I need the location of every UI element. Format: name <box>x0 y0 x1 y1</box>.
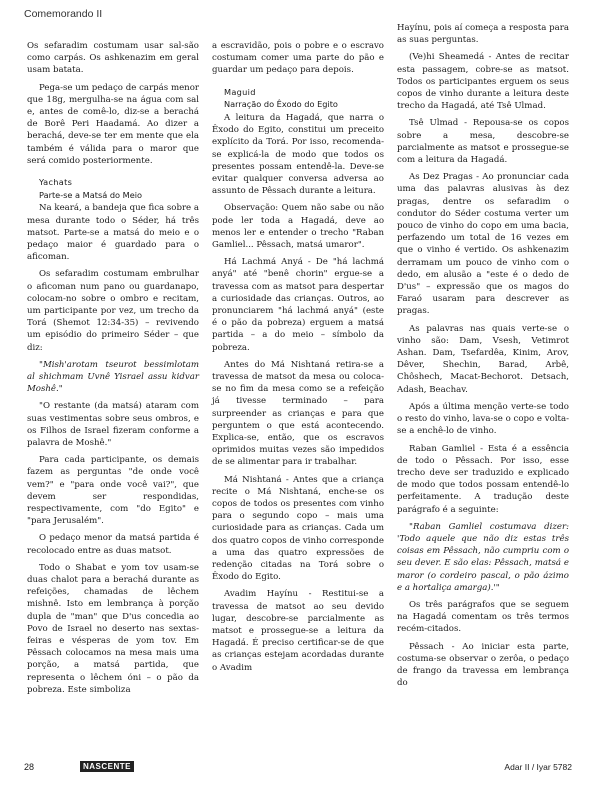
text-column-3 <box>397 22 569 694</box>
issue-label: Adar II / Iyar 5782 <box>504 762 572 772</box>
paragraph: Pega-se um pedaço de carpás menor que 18g, mergulha-se na água com sal e, antes de comê-lo, diz-se a berachá de Borê Peri Haadamá. Ao dizer a berachá, deve-se ter em mente que ela também é válida para o maror que será comido posteriormente. <box>27 82 199 166</box>
paragraph: Há Lachmá Anyá - De "há lachmá anyá" até "benê chorin" ergue-se a travessa com as matsot para despertar a curiosidade das crianças. Outros, ao pronunciarem "há lachmá anyá" (este é o pão da pobreza) erguem a matsá partida – a do meio – símbolo da pobreza. <box>212 257 384 353</box>
section-subheading: Parte-se a Matsá do Meio <box>39 189 143 200</box>
paragraph: Na keará, a bandeja que fica sobre a mesa durante todo o Séder, há três matsot. Parte-se a matsá do meio e o pedaço maior é guardado para o aficoman. <box>27 203 199 263</box>
paragraph: a escravidão, pois o pobre e o escravo costumam comer uma parte do pão e guardar um pedaço para depois. <box>212 41 384 76</box>
paragraph: As palavras nas quais verte-se o vinho são: Dam, Vsesh, Vetimrot Ashan. Dam, Tsefardêa, Kinim, Arov, Dêver, Shechin, Barad, Arbê, Chôshech, Macat-Bechorot. Detsach, Adash, Beachav. <box>397 323 569 395</box>
section-subheading: Narração do Êxodo do Egito <box>224 99 338 110</box>
paragraph: Má Nishtaná - Antes que a criança recite o Má Nishtaná, enche-se os copos de todos os presentes com vinho para o segundo copo – mais uma curiosidade para as crianças. Cada um dos quatro copos de vinho corresponde a uma das quatro expressões de redenção citadas na Torá sobre o Êxodo do Egito. <box>212 474 384 583</box>
section-header: Comemorando II <box>24 8 103 20</box>
paragraph: Os sefaradim costumam embrulhar o aficoman num pano ou guardanapo, colocam-no sobre o ombro e recitam, um participante por vez, um trecho da Torá (Shemot 12:34-35) – revivendo um episódio do primeiro Séder – que diz: <box>27 269 199 353</box>
quote: "Raban Gamliel costumava dizer: 'Todo aquele que não diz estas três coisas em Pêssach, não cumpriu com o seu dever. E são elas: Pêssach, matsá e maror (o cordeiro pascal, o pão ázimo e a hortaliça amarga).'" <box>397 521 569 593</box>
paragraph: "O restante (da matsá) ataram com suas vestimentas sobre seus ombros, e os Filhos de Israel fizeram conforme a palavra de Moshê." <box>27 401 199 448</box>
paragraph: Os três parágrafos que se seguem na Hagadá comentam os três termos recém-citados. <box>397 599 569 635</box>
paragraph: Observação: Quem não sabe ou não pode ler toda a Hagadá, deve ao menos ler e entender o trecho "Raban Gamliel... Pêssach, matsá umaror". <box>212 203 384 250</box>
paragraph: Para cada participante, os demais fazem as perguntas "de onde você vem?" e "para onde você vai?", que devem ser respondidas, respectivamente, com "do Egito" e "para Jerusalém". <box>27 455 199 527</box>
paragraph: As Dez Pragas - Ao pronunciar cada uma das palavras alusivas às dez pragas, dentre os sefaradim o condutor do Séder costuma verter um pouco de vinho do copo em uma bacia, perfazendo um total de 16 vezes em que o vinho é vertido. Os ashkenazim derramam um pouco de vinho com o dedo, em alusão a "este é o dedo de D'us" – expressão que os magos do Faraó usaram para descrever as pragas. <box>397 172 569 317</box>
page-number: 28 <box>24 762 35 772</box>
paragraph: Pêssach - Ao iniciar esta parte, costuma-se observar o zerôa, o pedaço de frango da travessa em lembrança do <box>397 641 569 689</box>
paragraph: Tsê Ulmad - Repousa-se os copos sobre a mesa, descobre-se parcialmente as matsot e prossegue-se com a leitura da Hagadá. <box>397 118 569 166</box>
paragraph: Hayínu, pois aí começa a resposta para as suas perguntas. <box>397 23 569 46</box>
paragraph: Antes do Má Nishtaná retira-se a travessa de matsot da mesa ou coloca-se no fim da mesa como se a refeição já tivesse terminado – para surpreender as crianças e para que perguntem o que está acontecendo. Explica-se, então, que os escravos oprimidos muitas vezes são impedidos de se alimentar para ir trabalhar. <box>212 359 384 468</box>
magazine-logo: NASCENTE <box>80 761 134 772</box>
paragraph: A leitura da Hagadá, que narra o Êxodo do Egito, constitui um preceito explícito da Torá. Por isso, recomenda-se explicá-la de modo que todos os presentes possam entendê-la. Deve-se evitar qualquer conversa adversa ao assunto de Pêssach durante a leitura. <box>212 112 384 197</box>
paragraph: (Ve)hi Sheamedá - Antes de recitar esta passagem, cobre-se as matsot. Todos os participantes erguem os seus copos de vinho durante a leitura deste trecho da Hagadá, até Tsê Ulmad. <box>397 52 569 112</box>
paragraph: Raban Gamliel - Esta é a essência de todo o Pêssach. Por isso, esse trecho deve ser traduzido e explicado de modo que todos possam entendê-lo perfeitamente. A tradução deste parágrafo é a seguinte: <box>397 443 569 515</box>
quote: "Mish'arotam tseurot bessimlotam al shichmam Uvnê Yisrael assu kidvar Moshê." <box>27 359 199 395</box>
section-heading: Yachats <box>39 177 73 188</box>
paragraph: Os sefaradim costumam usar sal-são como carpás. Os ashkenazim em geral usam batata. <box>27 41 199 76</box>
paragraph: Todo o Shabat e yom tov usam-se duas chalot para a berachá durante as refeições, chamadas de lêchem mishnê. Isto em lembrança à porção dupla de "man" que D'us concedia ao Povo de Israel no deserto nas sextas-feiras e vésperas de yom tov. Em Pêssach colocamos na mesa mais uma porção, a matsá partida, que representa o lêchem óni – o pão da pobreza. Este simboliza <box>27 562 199 695</box>
paragraph: Avadim Hayínu - Restitui-se a travessa de matsot ao seu devido lugar, descobre-se parcialmente as matsot e prossegue-se a leitura da Hagadá. É preciso certificar-se de que as crianças estejam acordadas durante o Avadim <box>212 589 384 673</box>
paragraph: O pedaço menor da matsá partida é recolocado entre as duas matsot. <box>27 533 199 556</box>
text-column-2 <box>212 40 384 679</box>
section-heading: Maguid <box>224 86 256 97</box>
paragraph: Após a última menção verte-se todo o resto do vinho, lava-se o copo e volta-se a enchê-lo de vinho. <box>397 401 569 437</box>
text-column-1 <box>27 40 199 701</box>
